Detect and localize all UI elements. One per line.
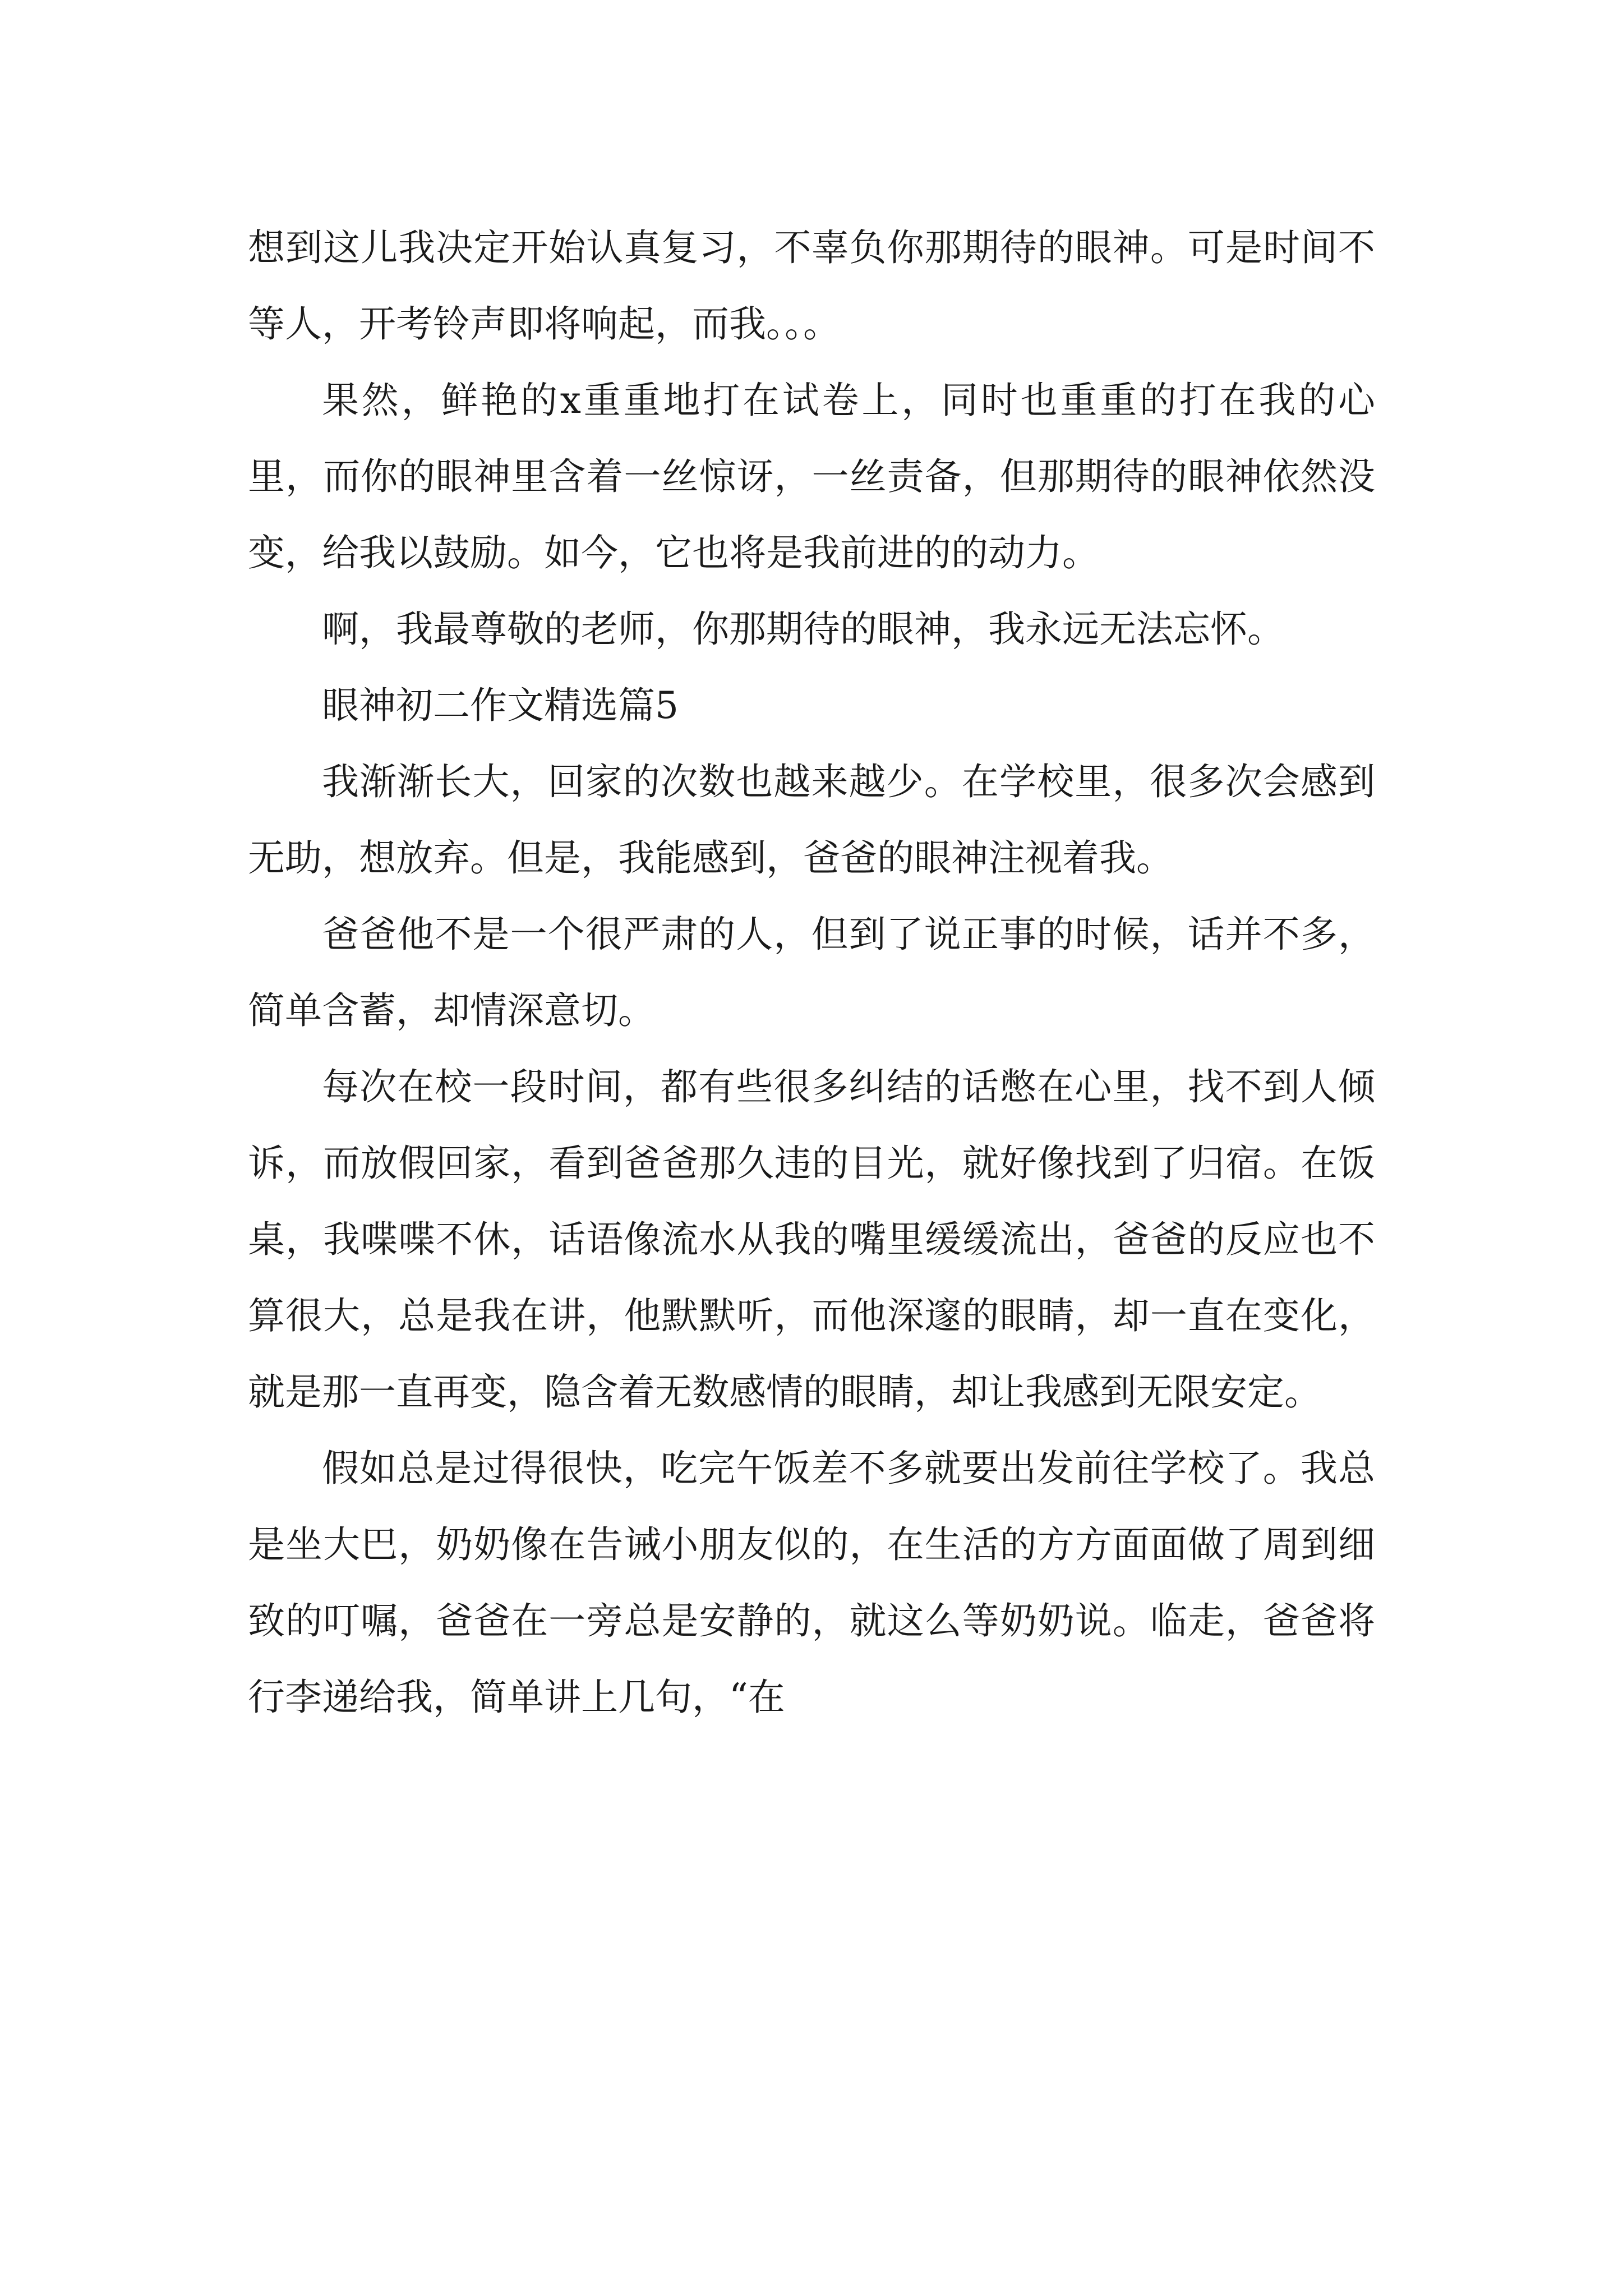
section-heading: 眼神初二作文精选篇5: [322, 684, 679, 727]
document-body: [248, 210, 1375, 1736]
paragraph: 啊，我最尊敬的老师，你那期待的眼神，我永远无法忘怀。: [322, 608, 1284, 651]
paragraph: 爸爸他不是一个很严肃的人，但到了说正事的时候，话并不多，简单含蓄，却情深意切。: [248, 913, 1375, 1032]
paragraph: 每次在校一段时间，都有些很多纠结的话憋在心里，找不到人倾诉，而放假回家，看到爸爸那久违的目光，就好像找到了归宿。在饭桌，我喋喋不休，话语像流水从我的嘴里缓缓流出，爸爸的反应也不算很大，总是我在讲，他默默听，而他深邃的眼睛，却一直在变化，就是那一直再变，隐含着无数感情的眼睛，却让我感到无限安定。: [248, 1065, 1375, 1414]
paragraph: 果然，鲜艳的x重重地打在试卷上，同时也重重的打在我的心里，而你的眼神里含着一丝惊讶，一丝责备，但那期待的眼神依然没变，给我以鼓励。如今，它也将是我前进的的动力。: [248, 379, 1375, 574]
paragraph: 假如总是过得很快，吃完午饭差不多就要出发前往学校了。我总是坐大巴，奶奶像在告诫小朋友似的，在生活的方方面面做了周到细致的叮嘱，爸爸在一旁总是安静的，就这么等奶奶说。临走，爸爸将行李递给我，简单讲上几句，“在: [248, 1447, 1375, 1719]
paragraph: 想到这儿我决定开始认真复习，不辜负你那期待的眼神。可是时间不等人，开考铃声即将响起，而我。。。: [248, 226, 1375, 346]
paragraph: 我渐渐长大，回家的次数也越来越少。在学校里，很多次会感到无助，想放弃。但是，我能感到，爸爸的眼神注视着我。: [248, 760, 1375, 880]
